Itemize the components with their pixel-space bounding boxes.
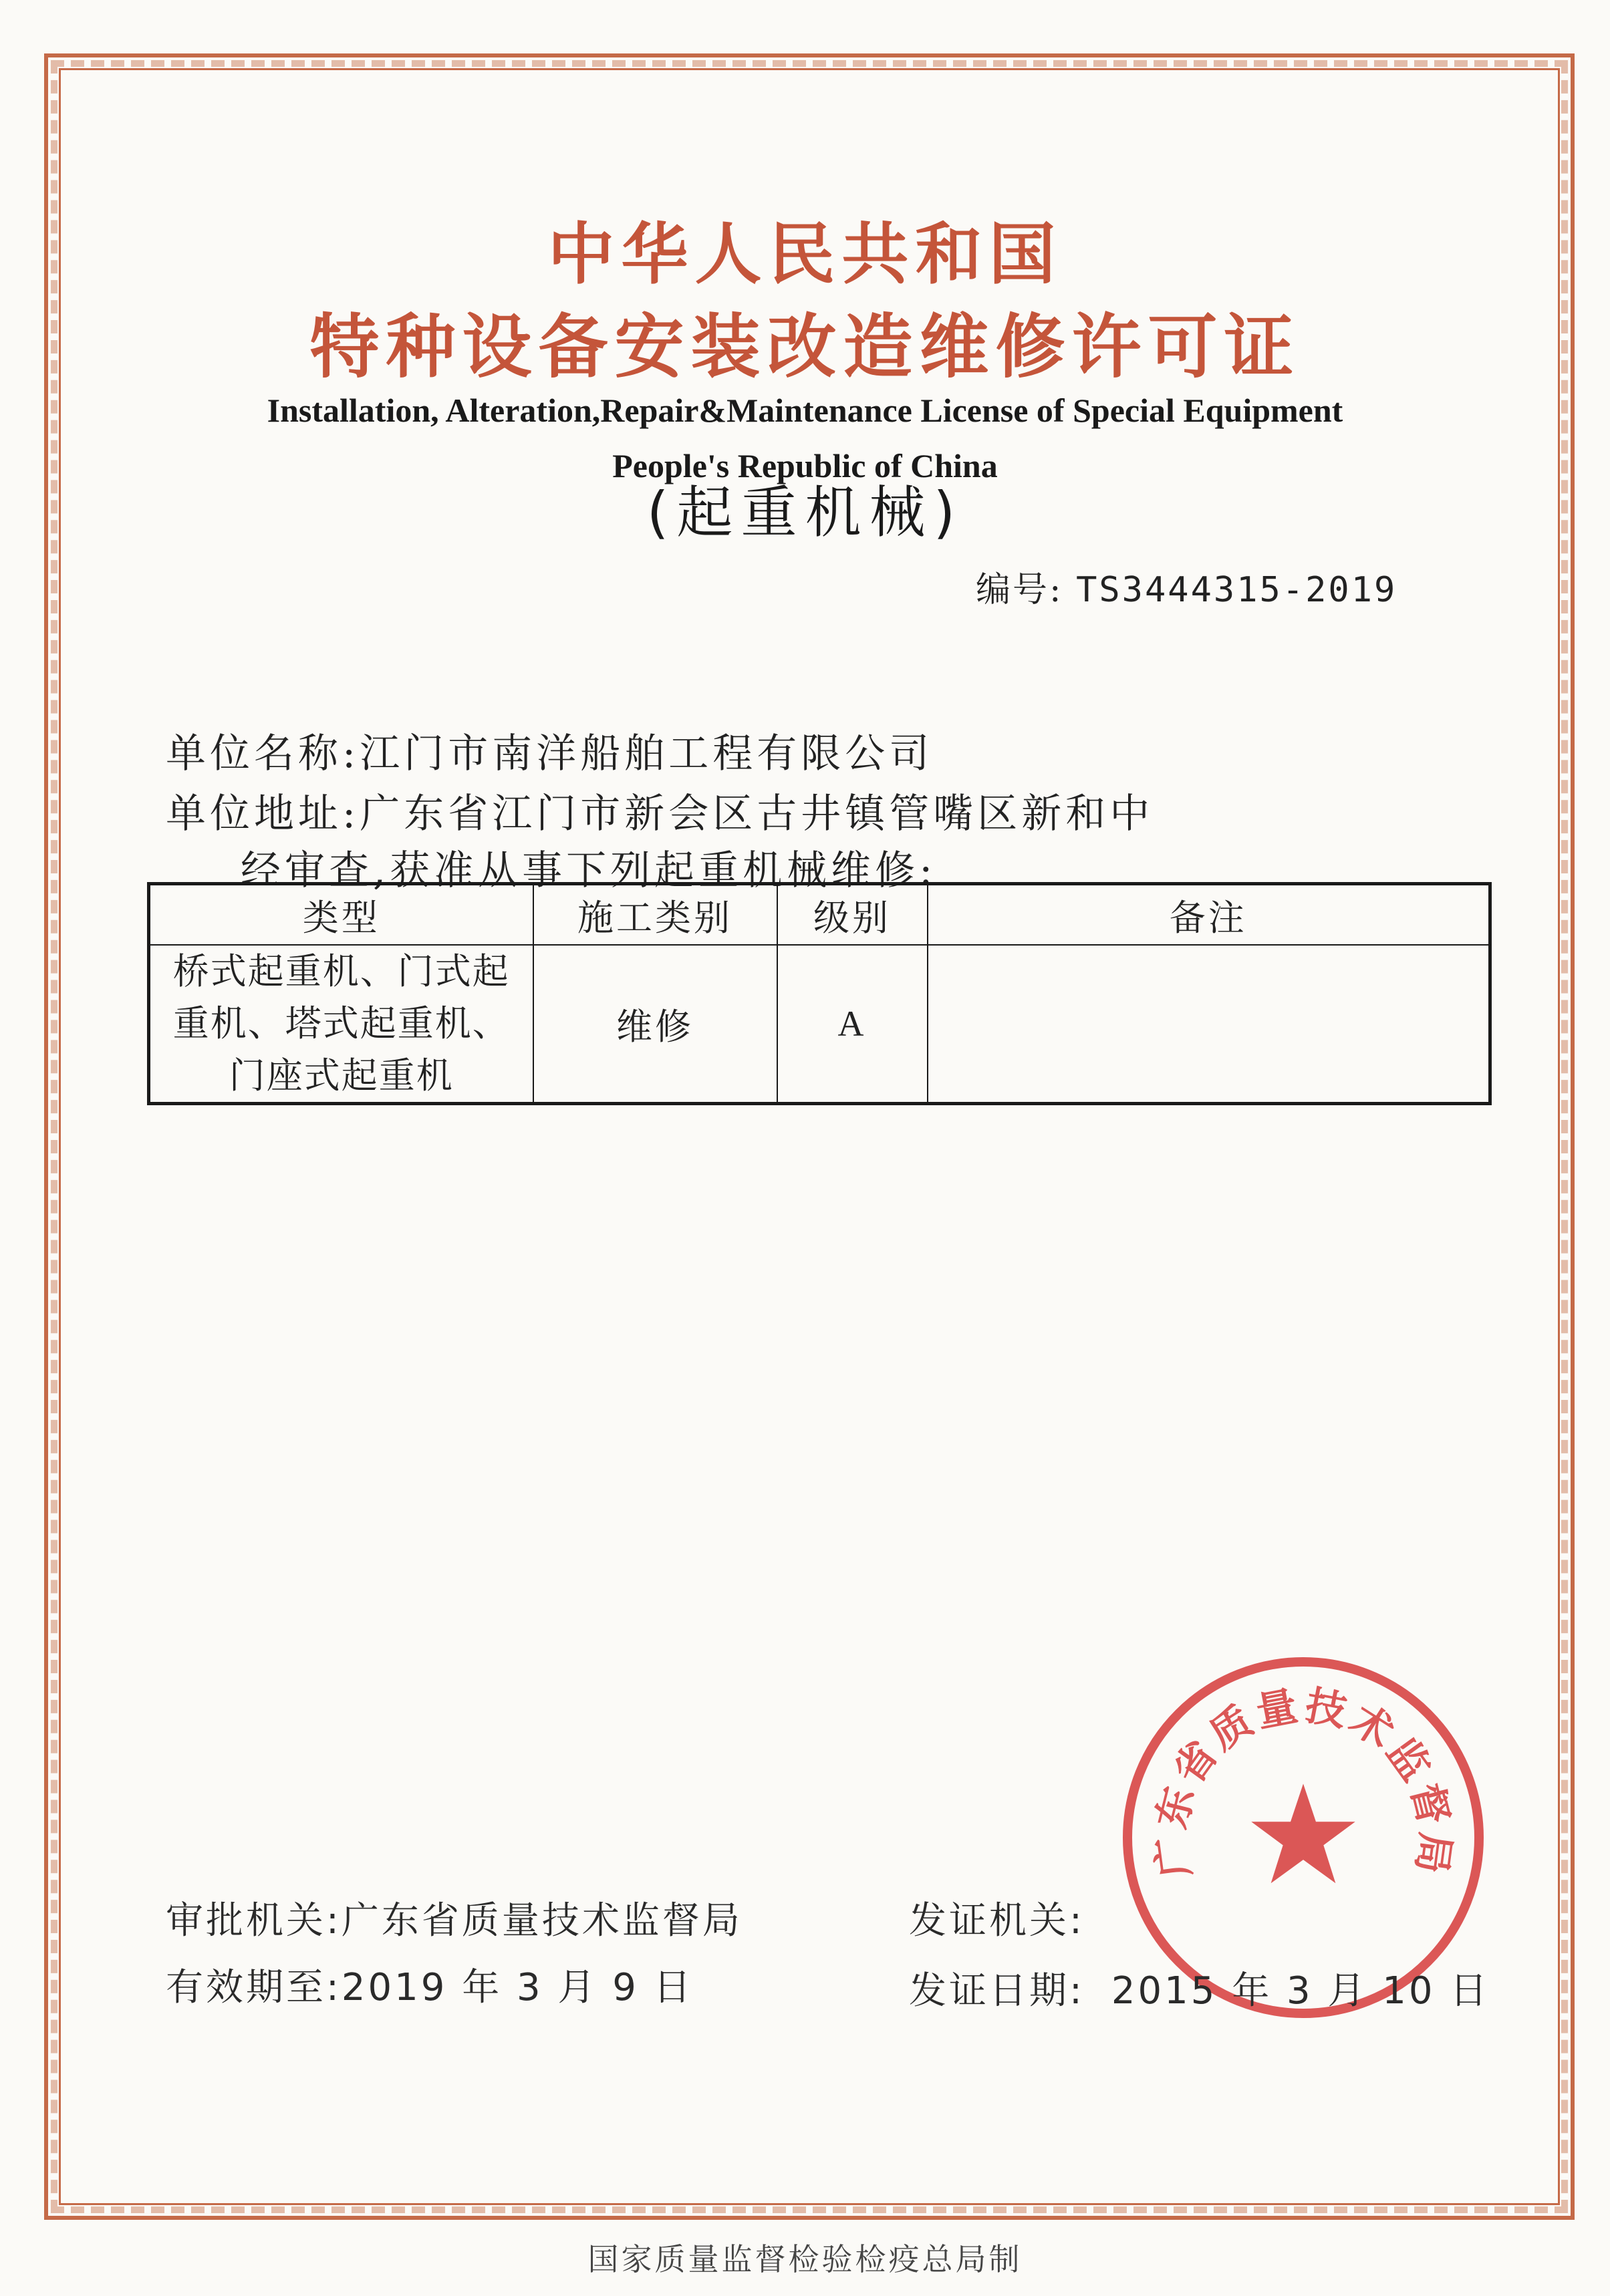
unit-name-value: 江门市南洋船舶工程有限公司: [360, 730, 934, 777]
seal-text: 广东省质量技术监督局: [1148, 1682, 1459, 1880]
type-line: 重机、塔式起重机、: [172, 1002, 510, 1044]
issuer-row: [909, 1891, 1085, 1945]
title-category: (起重机械): [646, 480, 964, 545]
cell-level: A: [777, 945, 928, 1104]
approver-value: 广东省质量技术监督局: [341, 1899, 743, 1943]
issue-date-value: 2015 年 3 月 10 日: [1111, 1969, 1490, 2013]
star-icon: [1251, 1783, 1355, 1883]
approver-row: [166, 1891, 743, 1945]
certificate-number-label: 编号:: [976, 570, 1063, 610]
table-header-row: [149, 884, 1490, 946]
title-country: 中华人民共和国: [547, 215, 1063, 293]
unit-name-row: [166, 722, 933, 779]
valid-until-value: 2019 年 3 月 9 日: [341, 1966, 694, 2009]
valid-until-label: 有效期至:: [166, 1966, 342, 2009]
issuer-label: 发证机关:: [909, 1899, 1085, 1943]
unit-address-row: [166, 782, 1154, 839]
license-scope-table: [147, 882, 1492, 1105]
issuing-authority-footer: 国家质量监督检验检疫总局制: [587, 2241, 1023, 2277]
type-line: 门座式起重机: [229, 1054, 454, 1097]
review-statement: 经审查,获准从事下列起重机械维修:: [241, 847, 937, 894]
cell-remark: [928, 945, 1490, 1104]
header-type: 类型: [149, 884, 533, 946]
title-license: 特种设备安装改造维修许可证: [309, 306, 1301, 388]
cell-type: [149, 945, 533, 1104]
issue-date-row: [909, 1961, 1490, 2015]
title-english: Installation, Alteration,Repair&Maintenance License of Special Equipment: [267, 392, 1343, 429]
valid-until-row: [166, 1958, 694, 2011]
header-remark: 备注: [928, 884, 1490, 946]
type-line: 桥式起重机、门式起: [172, 950, 510, 992]
approver-label: 审批机关:: [166, 1899, 342, 1943]
seal-graphic: [1132, 1667, 1474, 2009]
unit-name-label: 单位名称:: [166, 730, 360, 777]
title-english-country: People's Republic of China: [612, 447, 998, 484]
unit-address-label: 单位地址:: [166, 791, 360, 837]
unit-address-value: 广东省江门市新会区古井镇管嘴区新和中: [360, 791, 1154, 837]
certificate-number: [976, 561, 1397, 611]
header-level: 级别: [777, 884, 928, 946]
table-row: [149, 945, 1490, 1104]
cell-work-category: 维修: [533, 945, 777, 1104]
certificate-number-value: TS3444315-2019: [1076, 570, 1397, 610]
issue-date-label: 发证日期:: [909, 1969, 1085, 2013]
header-work-category: 施工类别: [533, 884, 777, 946]
